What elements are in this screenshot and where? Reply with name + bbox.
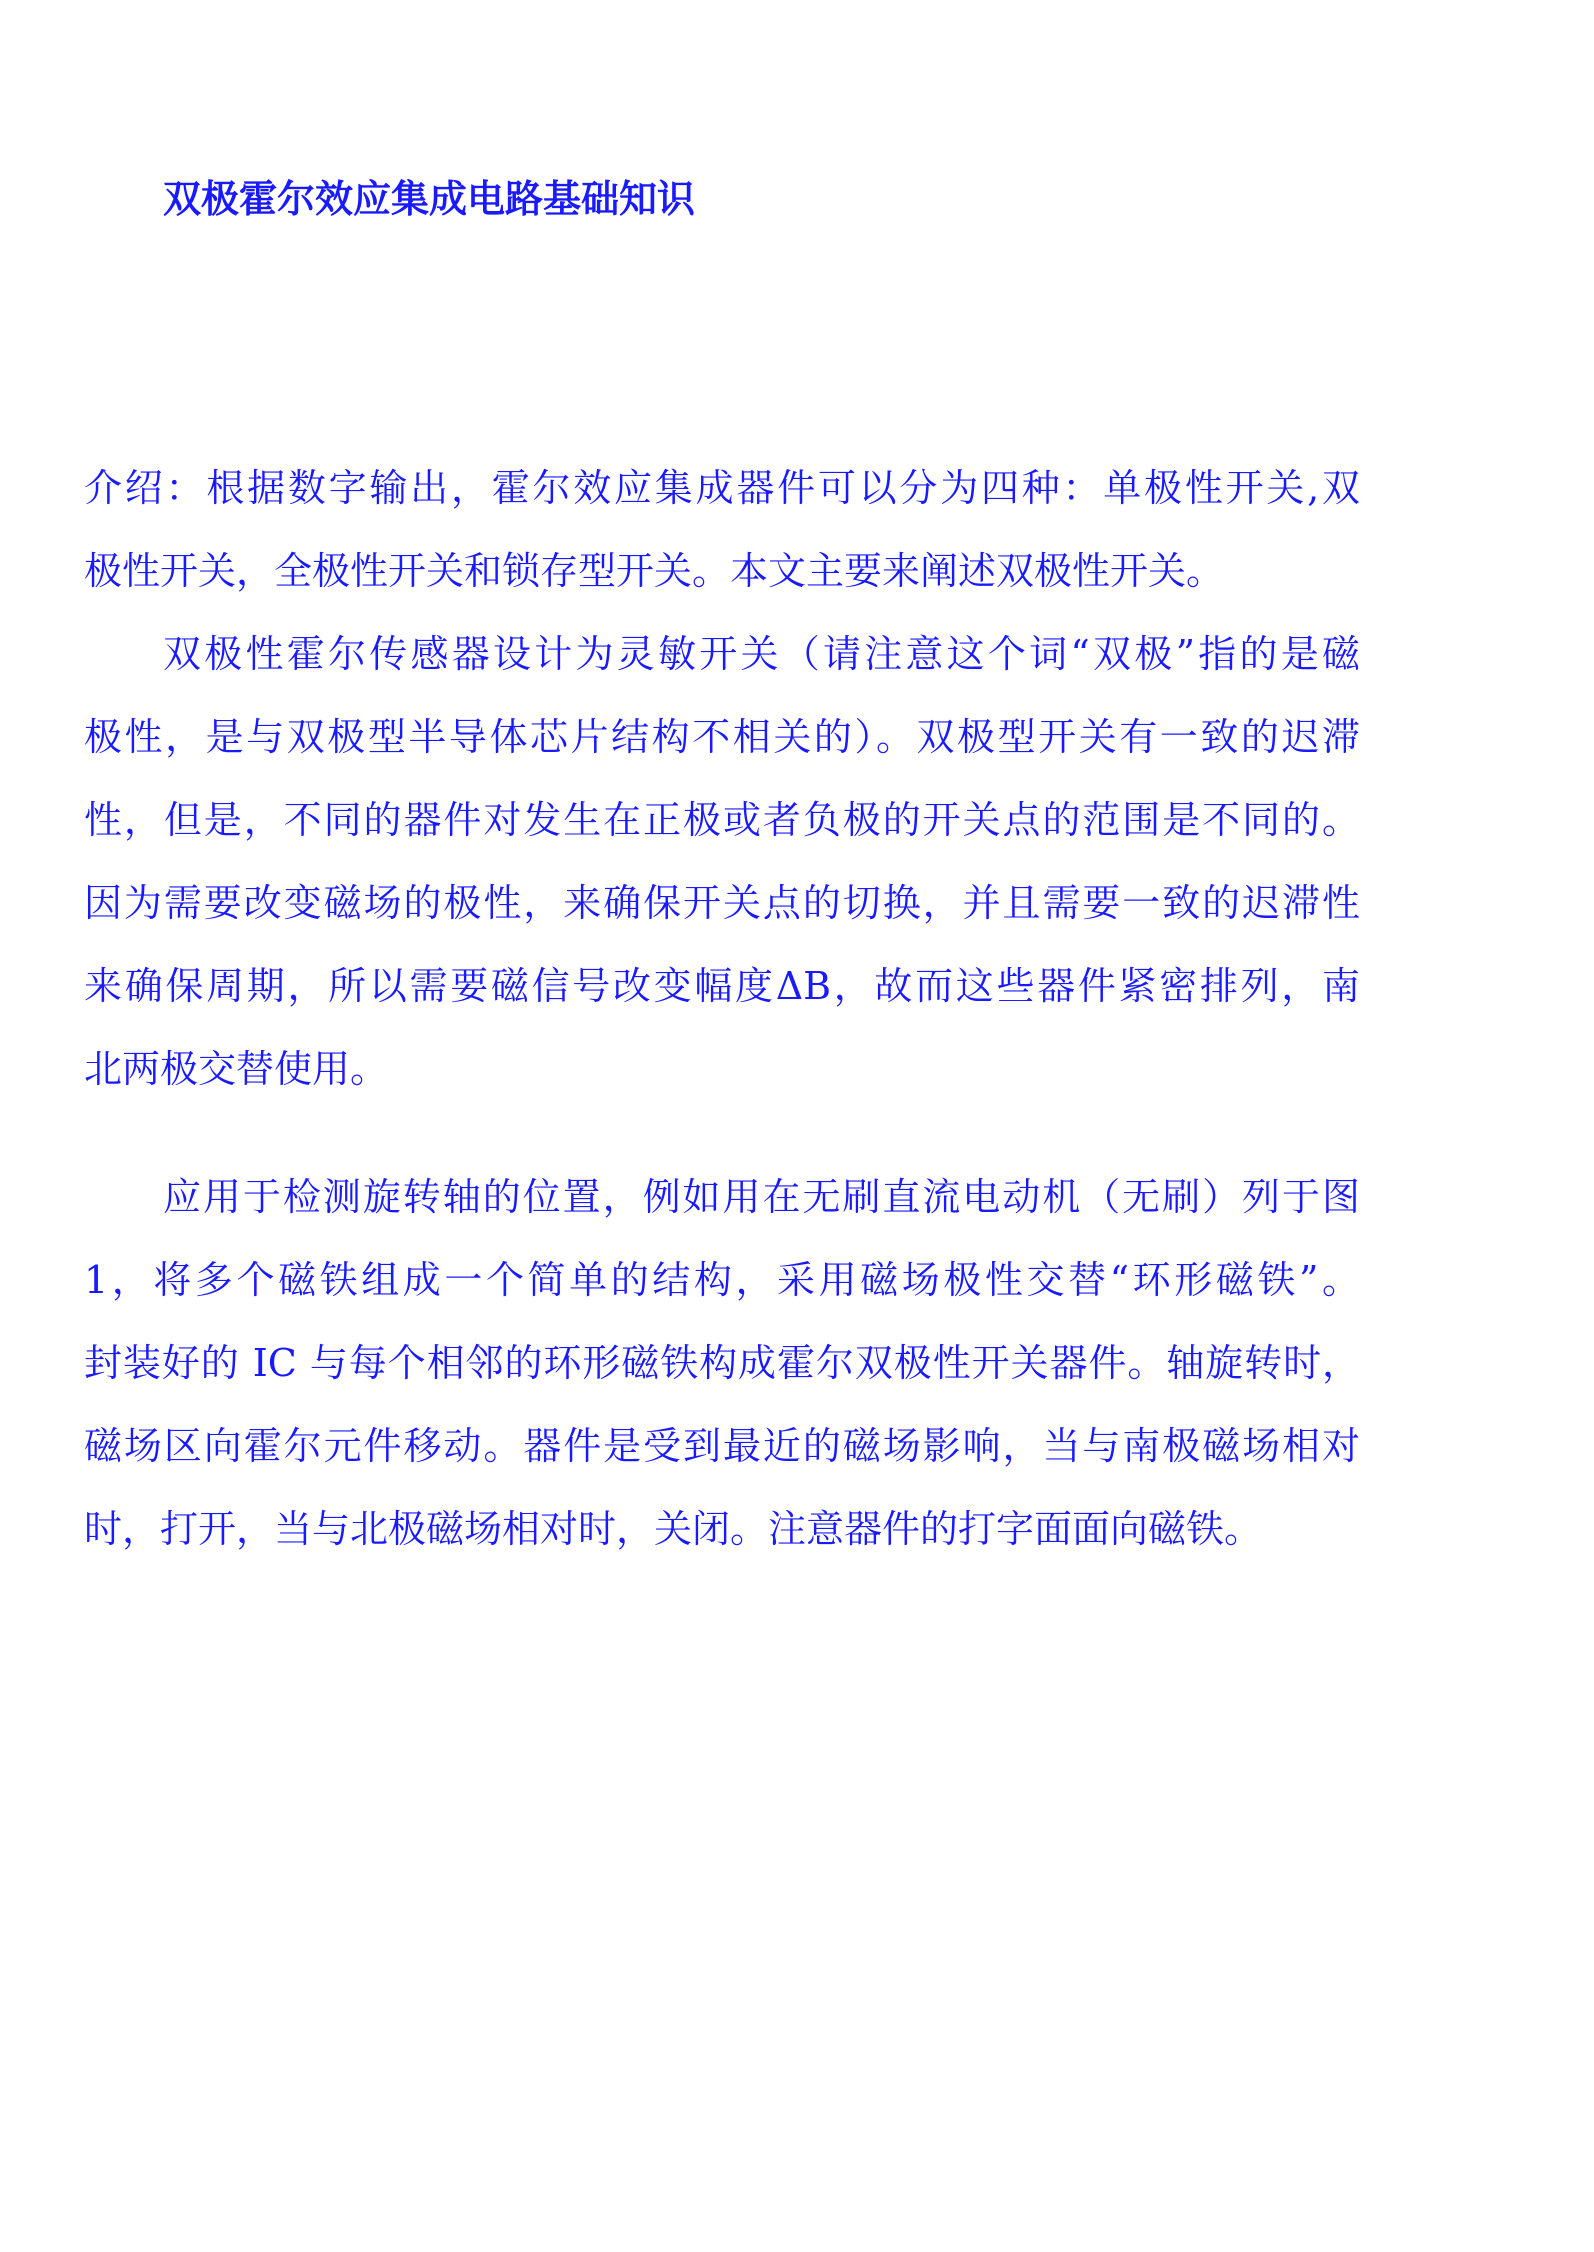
paragraph-bipolar-line-3: 性，但是，不同的器件对发生在正极或者负极的开关点的范围是不同的。 — [84, 798, 1360, 842]
paragraph-application-line-4: 磁场区向霍尔元件移动。器件是受到最近的磁场影响，当与南极磁场相对 — [84, 1424, 1360, 1468]
paragraph-intro-line-2: 极性开关，全极性开关和锁存型开关。本文主要来阐述双极性开关。 — [84, 549, 1225, 593]
paragraph-bipolar-line-2: 极性，是与双极型半导体芯片结构不相关的）。双极型开关有一致的迟滞 — [84, 715, 1360, 759]
paragraph-bipolar-line-6: 北两极交替使用。 — [84, 1047, 389, 1091]
paragraph-application-line-2: 1，将多个磁铁组成一个简单的结构，采用磁场极性交替“环形磁铁”。 — [84, 1258, 1360, 1302]
paragraph-application-line-5: 时，打开，当与北极磁场相对时，关闭。注意器件的打字面面向磁铁。 — [84, 1507, 1263, 1551]
paragraph-intro-line-1: 介绍：根据数字输出，霍尔效应集成器件可以分为四种：单极性开关,双 — [84, 466, 1360, 510]
paragraph-bipolar-line-1: 双极性霍尔传感器设计为灵敏开关（请注意这个词“双极”指的是磁 — [163, 632, 1360, 676]
paragraph-bipolar-line-5: 来确保周期，所以需要磁信号改变幅度ΔB，故而这些器件紧密排列，南 — [84, 964, 1360, 1008]
paragraph-bipolar-line-4: 因为需要改变磁场的极性，来确保开关点的切换，并且需要一致的迟滞性 — [84, 881, 1360, 925]
paragraph-application-line-1: 应用于检测旋转轴的位置，例如用在无刷直流电动机（无刷）列于图 — [163, 1175, 1360, 1219]
paragraph-application-line-3: 封装好的 IC 与每个相邻的环形磁铁构成霍尔双极性开关器件。轴旋转时， — [84, 1341, 1360, 1385]
page-title: 双极霍尔效应集成电路基础知识 — [163, 177, 696, 221]
